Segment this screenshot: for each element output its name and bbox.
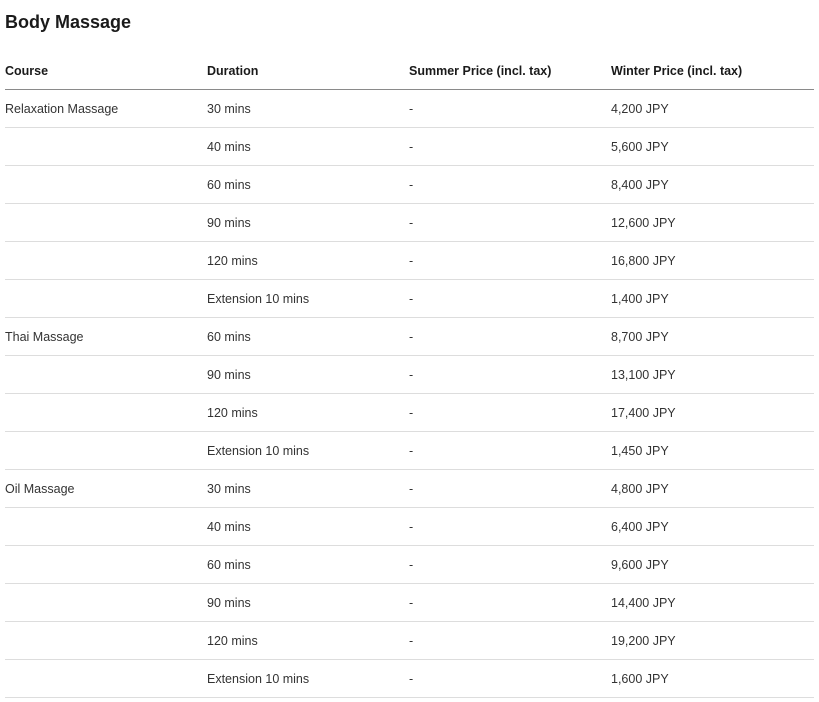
cell-summer-price: - bbox=[409, 546, 611, 584]
header-course: Course bbox=[5, 53, 207, 90]
cell-winter-price: 4,200 JPY bbox=[611, 90, 814, 128]
cell-duration: 120 mins bbox=[207, 394, 409, 432]
table-row bbox=[5, 356, 814, 394]
table-row bbox=[5, 584, 814, 622]
table-body bbox=[5, 90, 814, 698]
cell-summer-price: - bbox=[409, 242, 611, 280]
cell-winter-price: 12,600 JPY bbox=[611, 204, 814, 242]
cell-summer-price: - bbox=[409, 508, 611, 546]
cell-course bbox=[5, 242, 207, 280]
header-duration: Duration bbox=[207, 53, 409, 90]
table-header bbox=[5, 53, 814, 90]
cell-course: Thai Massage bbox=[5, 318, 207, 356]
table-row bbox=[5, 546, 814, 584]
table-row bbox=[5, 280, 814, 318]
cell-summer-price: - bbox=[409, 622, 611, 660]
cell-summer-price: - bbox=[409, 166, 611, 204]
cell-course bbox=[5, 508, 207, 546]
cell-summer-price: - bbox=[409, 470, 611, 508]
header-summer-price: Summer Price (incl. tax) bbox=[409, 53, 611, 90]
cell-course bbox=[5, 280, 207, 318]
table-row bbox=[5, 166, 814, 204]
cell-course bbox=[5, 204, 207, 242]
cell-duration: 120 mins bbox=[207, 622, 409, 660]
table-row bbox=[5, 660, 814, 698]
cell-summer-price: - bbox=[409, 432, 611, 470]
cell-duration: 40 mins bbox=[207, 128, 409, 166]
table-row bbox=[5, 508, 814, 546]
cell-summer-price: - bbox=[409, 394, 611, 432]
cell-course bbox=[5, 128, 207, 166]
cell-winter-price: 1,400 JPY bbox=[611, 280, 814, 318]
table-row bbox=[5, 394, 814, 432]
cell-duration: Extension 10 mins bbox=[207, 432, 409, 470]
cell-course bbox=[5, 546, 207, 584]
header-winter-price: Winter Price (incl. tax) bbox=[611, 53, 814, 90]
cell-winter-price: 6,400 JPY bbox=[611, 508, 814, 546]
cell-winter-price: 9,600 JPY bbox=[611, 546, 814, 584]
cell-duration: 60 mins bbox=[207, 546, 409, 584]
table-row bbox=[5, 90, 814, 128]
cell-summer-price: - bbox=[409, 356, 611, 394]
cell-summer-price: - bbox=[409, 584, 611, 622]
cell-course bbox=[5, 166, 207, 204]
cell-summer-price: - bbox=[409, 90, 611, 128]
cell-winter-price: 8,400 JPY bbox=[611, 166, 814, 204]
cell-duration: 60 mins bbox=[207, 318, 409, 356]
cell-winter-price: 5,600 JPY bbox=[611, 128, 814, 166]
cell-duration: 30 mins bbox=[207, 90, 409, 128]
cell-summer-price: - bbox=[409, 318, 611, 356]
cell-duration: 40 mins bbox=[207, 508, 409, 546]
cell-duration: 90 mins bbox=[207, 204, 409, 242]
table-row bbox=[5, 622, 814, 660]
table-row bbox=[5, 318, 814, 356]
table-row bbox=[5, 470, 814, 508]
table-row bbox=[5, 128, 814, 166]
cell-duration: 90 mins bbox=[207, 584, 409, 622]
cell-duration: 60 mins bbox=[207, 166, 409, 204]
cell-duration: Extension 10 mins bbox=[207, 660, 409, 698]
cell-course bbox=[5, 584, 207, 622]
cell-winter-price: 13,100 JPY bbox=[611, 356, 814, 394]
cell-winter-price: 17,400 JPY bbox=[611, 394, 814, 432]
cell-course bbox=[5, 622, 207, 660]
cell-duration: 120 mins bbox=[207, 242, 409, 280]
cell-course bbox=[5, 356, 207, 394]
cell-winter-price: 1,450 JPY bbox=[611, 432, 814, 470]
cell-winter-price: 16,800 JPY bbox=[611, 242, 814, 280]
cell-course bbox=[5, 660, 207, 698]
cell-summer-price: - bbox=[409, 128, 611, 166]
cell-duration: 30 mins bbox=[207, 470, 409, 508]
cell-winter-price: 14,400 JPY bbox=[611, 584, 814, 622]
page-title: Body Massage bbox=[5, 12, 132, 32]
cell-course bbox=[5, 432, 207, 470]
cell-winter-price: 8,700 JPY bbox=[611, 318, 814, 356]
table-row bbox=[5, 242, 814, 280]
cell-summer-price: - bbox=[409, 280, 611, 318]
cell-summer-price: - bbox=[409, 660, 611, 698]
cell-duration: 90 mins bbox=[207, 356, 409, 394]
cell-winter-price: 4,800 JPY bbox=[611, 470, 814, 508]
cell-course bbox=[5, 394, 207, 432]
price-table bbox=[5, 53, 814, 698]
table-row bbox=[5, 432, 814, 470]
cell-winter-price: 19,200 JPY bbox=[611, 622, 814, 660]
cell-winter-price: 1,600 JPY bbox=[611, 660, 814, 698]
cell-duration: Extension 10 mins bbox=[207, 280, 409, 318]
cell-course: Oil Massage bbox=[5, 470, 207, 508]
header-row bbox=[5, 53, 814, 90]
table-row bbox=[5, 204, 814, 242]
cell-course: Relaxation Massage bbox=[5, 90, 207, 128]
cell-summer-price: - bbox=[409, 204, 611, 242]
